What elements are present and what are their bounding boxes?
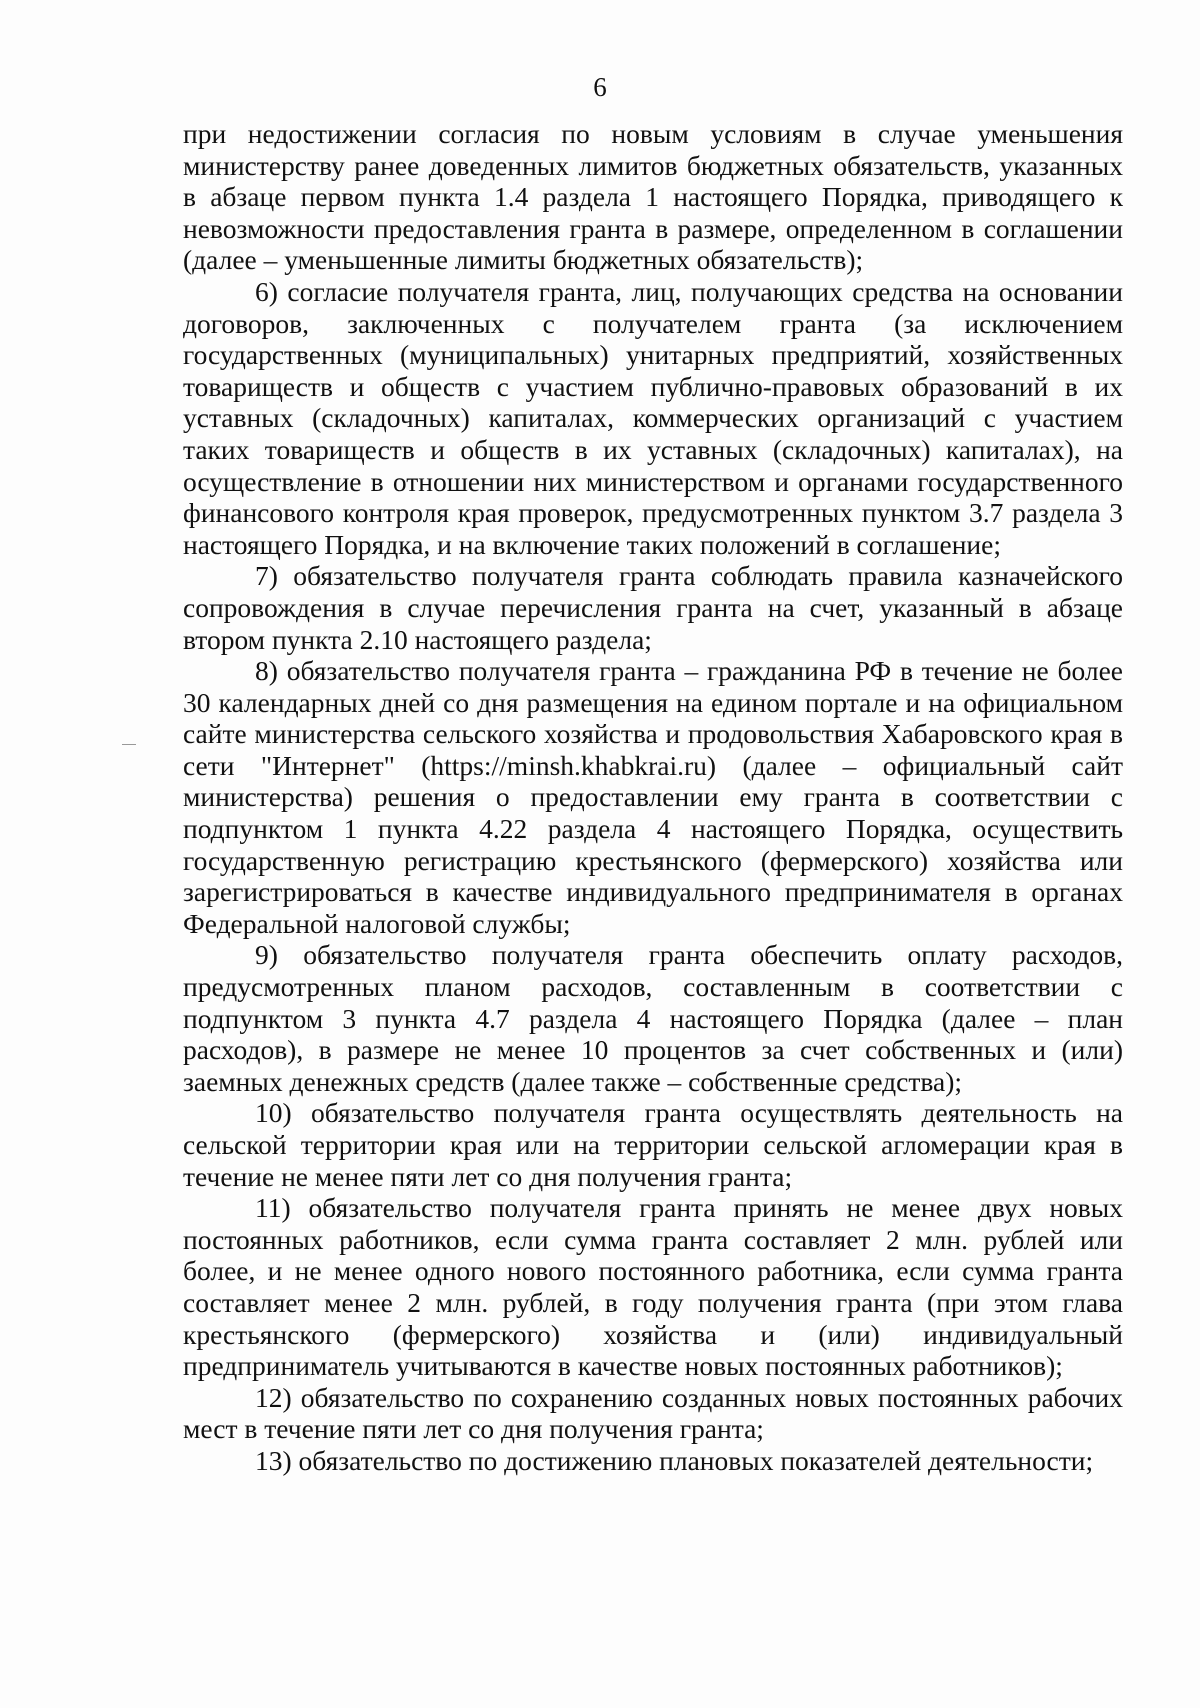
- paragraph-item-10: 10) обязательство получателя гранта осуществлять деятельность на сельской территории края или на территории сельской агломерации края в течение не менее пяти лет со дня получения гранта;: [183, 1097, 1123, 1192]
- body-text: [183, 118, 1123, 1477]
- margin-mark: [122, 744, 136, 745]
- page-number: 6: [593, 72, 607, 102]
- paragraph-item-8: 8) обязательство получателя гранта – гражданина РФ в течение не более 30 календарных дней со дня размещения на едином портале и на официальном сайте министерства сельского хозяйства и продовольствия Хабаровского края в сети "Интернет" (https://minsh.khabkrai.ru) (далее – официальный сайт министерства) решения о предоставлении ему гранта в соответствии с подпунктом 1 пункта 4.22 раздела 4 настоящего Порядка, осуществить государственную регистрацию крестьянского (фермерского) хозяйства или зарегистрироваться в качестве индивидуального предпринимателя в органах Федеральной налоговой службы;: [183, 655, 1123, 939]
- paragraph-item-13: 13) обязательство по достижению плановых показателей деятельности;: [255, 1444, 1094, 1476]
- paragraph-continuation: при недостижении согласия по новым условиям в случае уменьшения министерству ранее доведенных лимитов бюджетных обязательств, указанных в абзаце первом пункта 1.4 раздела 1 настоящего Порядка, приводящего к невозможности предоставления гранта в размере, определенном в соглашении (далее – уменьшенные лимиты бюджетных обязательств);: [183, 118, 1123, 276]
- paragraph-item-7: 7) обязательство получателя гранта соблюдать правила казначейского сопровождения в случае перечисления гранта на счет, указанный в абзаце втором пункта 2.10 настоящего раздела;: [183, 560, 1123, 655]
- paragraph-item-9: 9) обязательство получателя гранта обеспечить оплату расходов, предусмотренных планом расходов, составленным в соответствии с подпунктом 3 пункта 4.7 раздела 4 настоящего Порядка (далее – план расходов), в размере не менее 10 процентов за счет собственных и (или) заемных денежных средств (далее также – собственные средства);: [183, 939, 1123, 1097]
- paragraph-item-11: 11) обязательство получателя гранта принять не менее двух новых постоянных работников, если сумма гранта составляет 2 млн. рублей или более, и не менее одного нового постоянного работника, если сумма гранта составляет менее 2 млн. рублей, в году получения гранта (при этом глава крестьянского (фермерского) хозяйства и (или) индивидуальный предприниматель учитываются в качестве новых постоянных работников);: [183, 1192, 1123, 1382]
- paragraph-item-6: 6) согласие получателя гранта, лиц, получающих средства на основании договоров, заключенных с получателем гранта (за исключением государственных (муниципальных) унитарных предприятий, хозяйственных товариществ и обществ с участием публично-правовых образований в их уставных (складочных) капиталах, коммерческих организаций с участием таких товариществ и обществ в их уставных (складочных) капиталах), на осуществление в отношении них министерством и органами государственного финансового контроля края проверок, предусмотренных пунктом 3.7 раздела 3 настоящего Порядка, и на включение таких положений в соглашение;: [183, 275, 1123, 560]
- paragraph-item-12: 12) обязательство по сохранению созданных новых постоянных рабочих мест в течение пяти лет со дня получения гранта;: [183, 1381, 1123, 1445]
